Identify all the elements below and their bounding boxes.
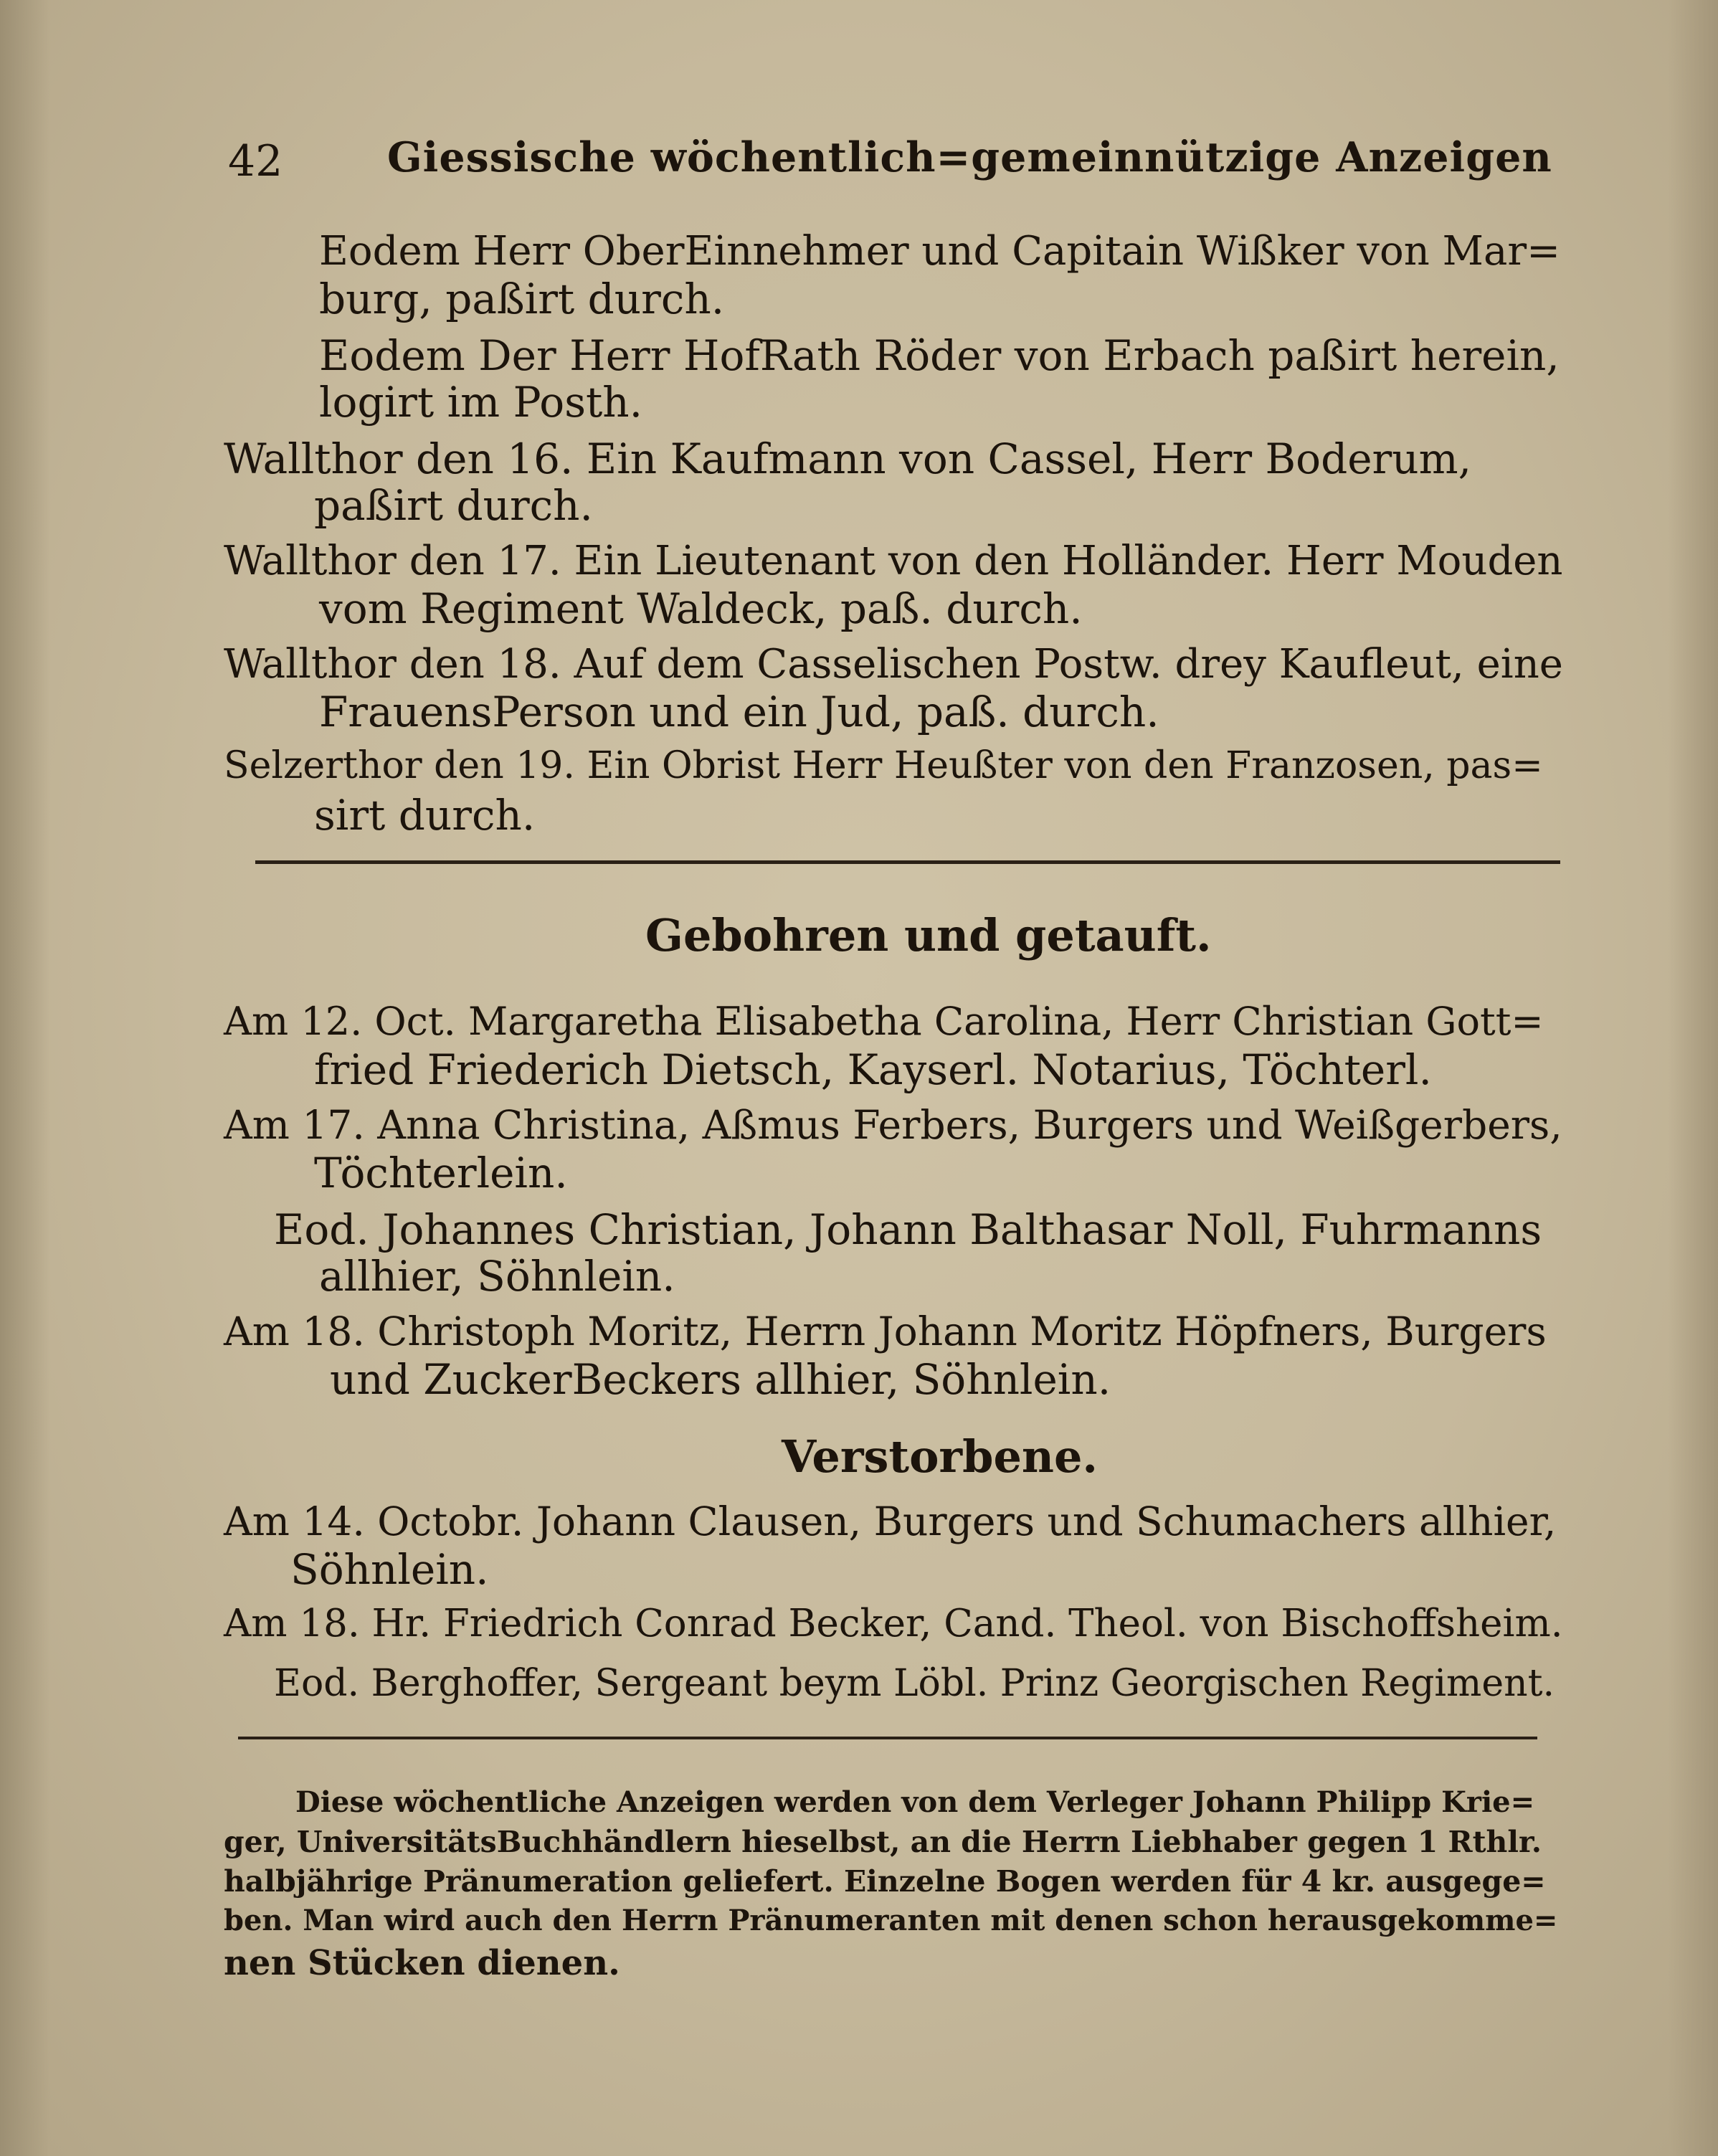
text-line: Söhnlein. [290, 1545, 489, 1594]
text-line: Am 14. Octobr. Johann Clausen, Burgers und Schumachers allhier, [224, 1499, 1557, 1544]
text-line: burg, paßirt durch. [319, 275, 725, 323]
text-line: Töchterlein. [314, 1149, 568, 1197]
text-line: und ZuckerBeckers allhier, Söhnlein. [330, 1355, 1111, 1404]
text-line: paßirt durch. [314, 481, 593, 530]
text-line: Am 17. Anna Christina, Aßmus Ferbers, Burgers und Weißgerbers, [224, 1102, 1562, 1148]
page-number: 42 [228, 136, 283, 186]
text-line: Eodem Der Herr HofRath Röder von Erbach paßirt herein, [319, 331, 1560, 380]
text-line: Wallthor den 17. Ein Lieutenant von den Holländer. Herr Mouden [224, 538, 1563, 584]
text-line: Am 18. Hr. Friedrich Conrad Becker, Cand. Theol. von Bischoffsheim. [224, 1602, 1563, 1646]
births-heading: Gebohren und getauft. [645, 909, 1212, 961]
deaths-heading: Verstorbene. [782, 1430, 1098, 1483]
footer-divider [238, 1737, 1537, 1739]
text-line: fried Friederich Dietsch, Kayserl. Notarius, Töchterl. [314, 1045, 1432, 1094]
notice-line: ben. Man wird auch den Herrn Pränumeranten mit denen schon herausgekomme= [224, 1904, 1558, 1937]
section-divider [255, 860, 1560, 864]
text-line: Selzerthor den 19. Ein Obrist Herr Heußter von den Franzosen, pas= [224, 744, 1543, 787]
text-line: Eodem Herr OberEinnehmer und Capitain Wißker von Mar= [319, 228, 1561, 275]
text-line: Eod. Berghoffer, Sergeant beym Löbl. Prinz Georgischen Regiment. [274, 1662, 1555, 1705]
notice-line: halbjährige Pränumeration geliefert. Einzelne Bogen werden für 4 kr. ausgege= [224, 1864, 1546, 1899]
text-line: Eod. Johannes Christian, Johann Balthasar Noll, Fuhrmanns [274, 1205, 1542, 1254]
text-line: allhier, Söhnlein. [319, 1252, 675, 1301]
text-line: sirt durch. [314, 791, 536, 840]
paper-edge-left [0, 0, 50, 2156]
running-head: Giessische wöchentlich=gemeinnützige Anzeigen [387, 133, 1552, 181]
notice-line: Diese wöchentliche Anzeigen werden von dem Verleger Johann Philipp Krie= [295, 1785, 1535, 1819]
notice-line: ger, UniversitätsBuchhändlern hieselbst, an die Herrn Liebhaber gegen 1 Rthlr. [224, 1825, 1542, 1859]
text-line: logirt im Posth. [319, 378, 643, 427]
text-line: FrauensPerson und ein Jud, paß. durch. [319, 688, 1159, 736]
text-line: Wallthor den 18. Auf dem Casselischen Postw. drey Kaufleut, eine [224, 641, 1563, 688]
text-line: Wallthor den 16. Ein Kaufmann von Cassel, Herr Boderum, [224, 434, 1472, 483]
notice-line: nen Stücken dienen. [224, 1943, 620, 1983]
text-line: vom Regiment Waldeck, paß. durch. [319, 584, 1083, 633]
text-line: Am 12. Oct. Margaretha Elisabetha Carolina, Herr Christian Gott= [224, 999, 1544, 1044]
paper-edge-right [1668, 0, 1718, 2156]
text-line: Am 18. Christoph Moritz, Herrn Johann Moritz Höpfners, Burgers [224, 1309, 1547, 1354]
